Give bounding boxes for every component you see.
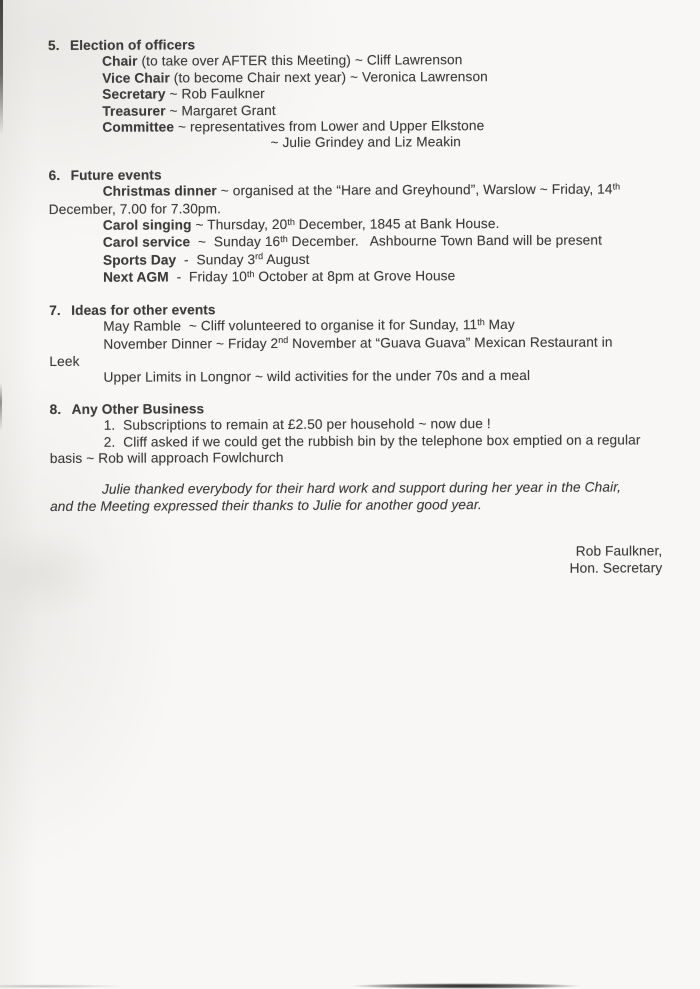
text-line (50, 496, 662, 515)
signatory-name: Rob Faulkner, (575, 543, 663, 559)
text-segment: ~ organised at the “Hare and Greyhound”, Warslow ~ Friday, 14 (216, 181, 613, 199)
signature-block (50, 543, 662, 578)
scan-artifact-bottom-smudge (0, 984, 150, 988)
text-line (49, 268, 661, 288)
section-number: 6. (48, 167, 61, 183)
text-segment: Leek (49, 353, 80, 369)
ordinal-superscript: rd (255, 251, 264, 262)
sections-container (48, 35, 662, 467)
text-segment: basis ~ Rob will approach Fowlchurch (49, 449, 284, 466)
scan-edge-artifact-left-top (0, 0, 3, 135)
text-segment: ~ representatives from Lower and Upper Elkstone (173, 118, 485, 135)
text-segment: (to become Chair next year) ~ Veronica Lawrenson (169, 68, 488, 86)
ordinal-superscript: th (246, 268, 255, 279)
signatory-role: Hon. Secretary (569, 559, 663, 576)
text-line (49, 182, 661, 202)
text-segment: Treasurer (102, 103, 166, 119)
text-segment: ~ Thursday, 20 (191, 217, 288, 233)
text-segment: October at 8pm at Grove House (254, 268, 456, 285)
text-segment: Upper Limits in Longnor ~ wild activities for the under 70s and a meal (103, 368, 531, 386)
section-title: Election of officers (69, 37, 196, 53)
closing-paragraph (50, 480, 662, 515)
scan-artifact-bottom-streak (352, 981, 652, 989)
text-segment: November Dinner ~ Friday 2 (103, 335, 279, 352)
section-title: Future events (70, 167, 162, 183)
section-7 (49, 300, 661, 387)
text-segment: (to take over AFTER this Meeting) ~ Cliff Lawrenson (137, 52, 463, 70)
text-segment: ~ Rob Faulkner (165, 86, 265, 102)
text-segment: ~ Julie Grindey and Liz Meakin (270, 134, 462, 151)
text-segment: May Ramble ~ Cliff volunteered to organise it for Sunday, 11 (103, 317, 478, 334)
text-segment: August (263, 251, 310, 267)
text-segment: November at “Guava Guava” Mexican Restaurant in (288, 334, 613, 351)
text-line (49, 233, 661, 253)
ordinal-superscript: th (612, 181, 621, 192)
text-segment: Next AGM (103, 269, 169, 286)
section-6 (49, 165, 662, 288)
section-title: Ideas for other events (71, 301, 216, 318)
text-segment: Christmas dinner (102, 183, 217, 200)
ordinal-superscript: th (280, 233, 288, 244)
text-segment: - Sunday 3 (176, 251, 256, 268)
text-segment: Committee (102, 119, 175, 135)
text-segment: Sports Day (102, 252, 177, 268)
text-segment: December, 1845 at Bank House. (294, 216, 500, 232)
section-5 (48, 35, 660, 153)
text-segment: - Friday 10 (168, 269, 248, 285)
text-segment: 2. Cliff asked if we could get the rubbish bin by the telephone box emptied on a regular (103, 431, 641, 450)
section-8 (50, 399, 662, 467)
text-segment: ~ Sunday 16 (190, 234, 281, 250)
section-number: 8. (49, 401, 62, 417)
text-line (48, 134, 660, 153)
text-segment: Vice Chair (102, 70, 170, 86)
section-title: Any Other Business (71, 401, 205, 417)
minutes-document (48, 35, 662, 579)
text-segment: Carol service (102, 234, 191, 251)
text-segment: December, 7.00 for 7.30pm. (48, 200, 222, 217)
section-number: 7. (49, 302, 61, 318)
ordinal-superscript: th (477, 316, 485, 327)
text-line (49, 334, 661, 354)
ordinal-superscript: th (287, 216, 295, 227)
text-segment: December. Ashbourne Town Band will be present (287, 233, 602, 250)
text-segment: Julie thanked everybody for their hard work and support during her year in the Chair, (101, 479, 622, 498)
text-segment: Secretary (102, 86, 166, 102)
text-line (50, 480, 662, 499)
text-line (50, 448, 662, 467)
section-number: 5. (48, 37, 60, 53)
text-segment: and the Meeting expressed their thanks to Julie for another good year. (50, 496, 482, 514)
text-segment: Carol singing (102, 217, 192, 233)
text-line (50, 432, 662, 451)
text-segment: May (484, 317, 515, 333)
text-line (49, 368, 661, 387)
text-segment: ~ Margaret Grant (165, 102, 276, 119)
text-segment: 1. Subscriptions to remain at £2.50 per household ~ now due ! (103, 416, 491, 433)
scan-edge-artifact-left-mid (0, 383, 2, 431)
ordinal-superscript: nd (278, 334, 289, 345)
text-segment: Chair (102, 54, 138, 70)
